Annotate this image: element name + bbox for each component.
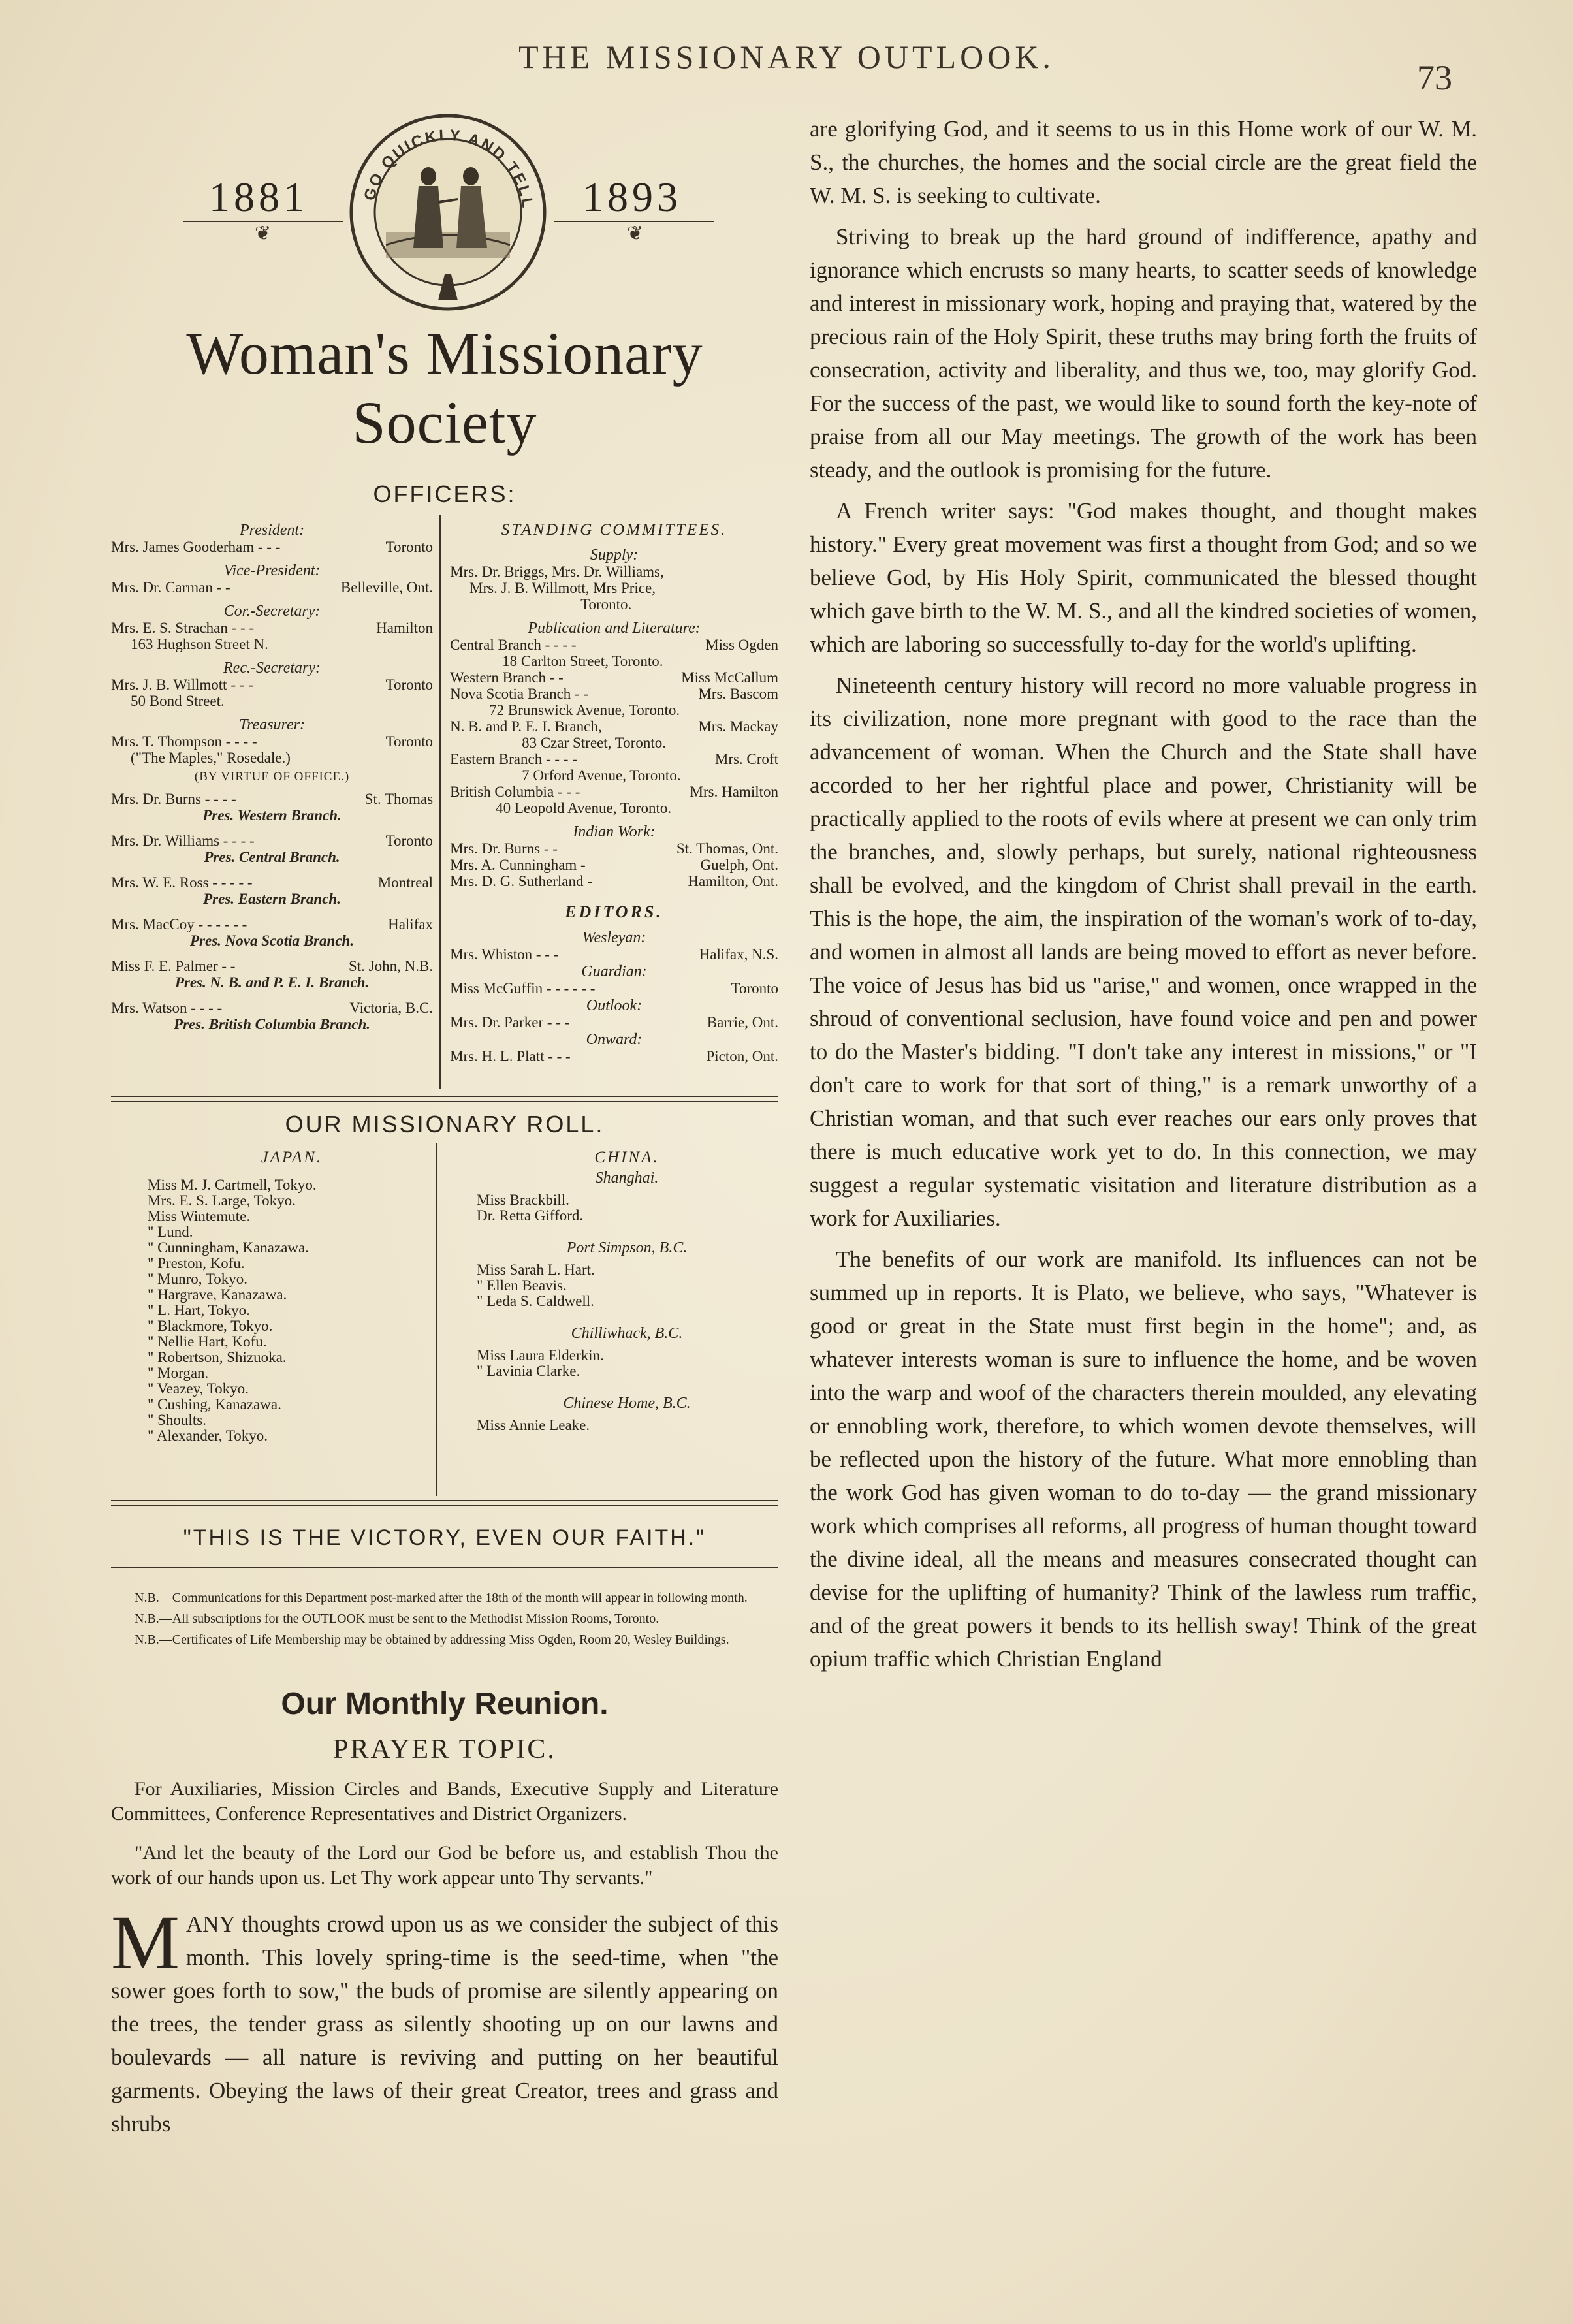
article-paragraph: The benefits of our work are manifold. Its influences can not be summed up in reports. It is Plato, we believe, who says, "Whatever is good or great in the State must first begin in the home"; and, as whatever interests woman is sure to influence the home, and be woven into the warp and woof of the characters therein moulded, any elevating or ennobling work, therefore, to which women devote themselves, will be reflected upon the history of the future. What more ennobling than the work God has given woman to do to-day — the grand missionary work which comprises all reforms, all progress of human thought toward the divine ideal, all the means and measures consecrated thought can devise for the uplifting of humanity? Think of the lawless rum traffic, and of the great powers it bends to its hellish sway! Think of the great opium traffic which Christian England [810, 1247, 1477, 1672]
role-label: Vice-President: [223, 562, 321, 579]
president-name: Mrs. Dr. Williams - - - - [111, 833, 255, 849]
roll-member: " Lund. [148, 1224, 193, 1240]
section-divider [111, 1096, 778, 1102]
article-text: ANY thoughts crowd upon us as we consider the subject of this month. This lovely spring-time is the seed-time, when "the sower goes forth to sow," the buds of promise are silently appearing on the trees, the tender grass as silently shooting up on our lawns and boulevards — all nature is reviving and putting on her beautiful garments. Obeying the laws of their great Creator, trees and grass and shrubs [111, 1911, 778, 2137]
article-paragraph: Striving to break up the hard ground of indifference, apathy and ignorance which encrusts so many hearts, to scatter seeds of knowledge and interest in missionary work, hoping and praying that, watered by the precious rain of the Holy Spirit, these truths may bring forth the fruits of consecration, activity and liberality, and thus we, too, may glorify God. For the success of the past, we would like to sound forth the key-note of praise from all our May meetings. The growth of the work has been steady, and the outlook is promising for the future. [810, 224, 1477, 483]
editor-place: Toronto [731, 980, 778, 996]
officers-table [111, 515, 778, 1089]
section-divider [111, 1567, 778, 1572]
member-address: 18 Carlton Street, Toronto. [502, 653, 663, 669]
note: N.B.—Communications for this Department post-marked after the 18th of the month will appear in following month. [135, 1591, 748, 1605]
year-left: 1881 [209, 174, 308, 220]
officers-left [111, 515, 441, 1089]
officer-entry [111, 733, 433, 750]
branch-name: Central Branch - - - - [450, 637, 577, 653]
committee-member: Miss Ogden [705, 637, 778, 653]
member-name: Mrs. Dr. Burns - - [450, 840, 558, 857]
roll-member: " Ellen Beavis. [477, 1277, 567, 1294]
roll-member: Miss Wintemute. [148, 1208, 251, 1224]
roll-member: " Leda S. Caldwell. [477, 1293, 594, 1309]
president-place: St. Thomas [364, 791, 434, 807]
roll-member: Miss Annie Leake. [477, 1417, 590, 1433]
roll-member: " Robertson, Shizuoka. [148, 1349, 287, 1365]
branch-presidents [111, 791, 433, 1032]
missionary-roll [111, 1143, 778, 1496]
officer-entry [111, 579, 433, 596]
section-divider [111, 1500, 778, 1506]
officers-right [441, 515, 778, 1089]
officer-entry [111, 620, 433, 636]
roll-member: " Preston, Kofu. [148, 1255, 245, 1271]
prayer-intro: For Auxiliaries, Mission Circles and Bands, Executive Supply and Literature Committees, Conference Representatives and District Organizers. [111, 1778, 778, 1824]
roll-member: " Cushing, Kanazawa. [148, 1396, 281, 1412]
member-name: Mrs. A. Cunningham - [450, 857, 586, 873]
roll-member: Miss M. J. Cartmell, Tokyo. [148, 1177, 317, 1193]
president-place: Montreal [377, 874, 434, 891]
roll-member: " Veazey, Tokyo. [148, 1380, 249, 1397]
president-entry [111, 1000, 433, 1016]
society-title [111, 319, 778, 457]
roll-member: " L. Hart, Tokyo. [148, 1302, 250, 1318]
role-label: President: [239, 522, 305, 539]
president-place: Victoria, B.C. [349, 1000, 434, 1016]
page-number: 73 [1417, 58, 1452, 97]
prayer-topic-heading: PRAYER TOPIC. [333, 1734, 556, 1764]
member-address: 83 Czar Street, Toronto. [522, 735, 666, 751]
note: N.B.—Certificates of Life Membership may be obtained by addressing Miss Ogden, Room 20, Wesley Buildings. [135, 1632, 729, 1647]
publication-entry [450, 784, 778, 800]
society-title-text: Woman's Missionary Society [186, 320, 703, 456]
editor-entry [450, 1048, 778, 1064]
article-paragraph: are glorifying God, and it seems to us in this Home work of our W. M. S., the churches, the homes and the social circle are the great field the W. M. S. is seeking to cultivate. [810, 116, 1477, 208]
indian-entry [450, 873, 778, 889]
roll-member: Miss Brackbill. [477, 1192, 569, 1208]
ornament-icon: ❦ [255, 223, 272, 244]
prayer-quote: "And let the beauty of the Lord our God be before us, and establish Thou the work of our hands upon us. Let Thy work appear unto Thy servants." [111, 1842, 778, 1888]
officer-address: 50 Bond Street. [131, 693, 225, 709]
president-entry [111, 833, 433, 849]
editor-name: Miss McGuffin - - - - - - [450, 980, 596, 996]
supply-text: Mrs. Dr. Briggs, Mrs. Dr. Williams, [450, 564, 664, 580]
president-place: Halifax [388, 916, 434, 932]
roll-member: " Shoults. [148, 1412, 206, 1428]
editors-heading: EDITORS. [565, 902, 663, 921]
committee-member: Mrs. Mackay [698, 718, 778, 735]
chilliwhack-heading: Chilliwhack, B.C. [571, 1325, 683, 1342]
president-branch: Pres. Nova Scotia Branch. [189, 932, 355, 949]
officer-name: Mrs. E. S. Strachan - - - [111, 620, 255, 636]
left-column [111, 111, 778, 2141]
shanghai-heading: Shanghai. [595, 1170, 659, 1186]
member-place: St. Thomas, Ont. [676, 840, 778, 857]
supply-line [450, 564, 778, 580]
committee-member: Mrs. Bascom [698, 686, 778, 702]
seal-motto: GO QUICKLY AND TELL [360, 126, 537, 211]
editor-place: Picton, Ont. [706, 1048, 778, 1064]
supply-line: Toronto. [580, 596, 632, 613]
year-right: 1893 [582, 174, 682, 220]
officer-place: Toronto [385, 539, 434, 555]
branch-name: Eastern Branch - - - - [450, 751, 577, 767]
president-entry [111, 958, 433, 974]
committee-member: Mrs. Hamilton [690, 784, 778, 800]
role-label: Publication and Literature: [528, 620, 701, 637]
president-name: Mrs. W. E. Ross - - - - - [111, 874, 253, 891]
role-label: Wesleyan: [582, 929, 646, 946]
china-heading: CHINA. [594, 1149, 659, 1166]
roll-member: " Lavinia Clarke. [477, 1363, 580, 1379]
committee-member: Mrs. Croft [714, 751, 778, 767]
editor-place: Halifax, N.S. [699, 946, 778, 963]
roll-member: " Cunningham, Kanazawa. [148, 1239, 309, 1256]
role-label: Onward: [586, 1031, 643, 1048]
officers-heading: OFFICERS: [373, 481, 516, 507]
indian-entry [450, 840, 778, 857]
role-label: Indian Work: [573, 823, 656, 840]
standing-committees-heading: STANDING COMMITTEES. [501, 521, 727, 539]
port-simpson-heading: Port Simpson, B.C. [566, 1239, 688, 1256]
member-place: Hamilton, Ont. [688, 873, 778, 889]
branch-name: N. B. and P. E. I. Branch, [450, 718, 602, 735]
roll-member: " Munro, Tokyo. [148, 1271, 248, 1287]
member-name: Mrs. D. G. Sutherland - [450, 873, 592, 889]
drop-cap: M [111, 1900, 180, 1985]
officer-place: Toronto [385, 677, 434, 693]
japan-heading: JAPAN. [261, 1149, 323, 1166]
president-name: Mrs. Dr. Burns - - - - [111, 791, 236, 807]
role-label: Rec.-Secretary: [223, 660, 321, 677]
article-paragraph: Nineteenth century history will record no more valuable progress in its civilization, none more pregnant with good to the race than the advancement of woman. When the Church and the State shall have accorded to her her rightful place and power, Christianity will be practically applied to the roots of evils where at present we can only trim the branches, and, slowly perhaps, but surely, national righteousness shall be evolved, and the kingdom of Christ shall prevail in the earth. This is the hope, the aim, the inspiration of the woman's work of to-day, and women in almost all lands are being moved to effort as never before. The voice of Jesus has bid us "arise," and women, once wrapped in the shroud of conventional seclusion, have found voice and pen and power to do the Master's bidding. "I don't take any interest in missions," or "I don't care to work for that sort of thing," is a remark unworthy of a Christian woman, and that such ever reaches our ears only proves that there is much educative work yet to do. In this connection, we may suggest a regular systematic visitation and literature distribution as a work for Auxiliaries. [810, 673, 1477, 1231]
officer-address: 163 Hughson Street N. [131, 636, 268, 652]
ornament-icon: ❦ [627, 223, 644, 244]
president-name: Mrs. Watson - - - - [111, 1000, 223, 1016]
editor-entry [450, 946, 778, 963]
role-label: Cor.-Secretary: [223, 603, 321, 620]
branch-name: Western Branch - - [450, 669, 564, 686]
roll-member: " Blackmore, Tokyo. [148, 1318, 273, 1334]
notes [111, 1591, 778, 1647]
reunion-title: Our Monthly Reunion. [281, 1687, 609, 1721]
supply-line: Mrs. J. B. Willmott, Mrs Price, [469, 580, 656, 596]
member-address: 40 Leopold Avenue, Toronto. [496, 800, 672, 816]
president-name: Miss F. E. Palmer - - [111, 958, 236, 974]
roll-member: " Nellie Hart, Kofu. [148, 1333, 267, 1350]
roll-member: Mrs. E. S. Large, Tokyo. [148, 1192, 296, 1209]
victory-motto: "THIS IS THE VICTORY, EVEN OUR FAITH." [183, 1525, 707, 1550]
president-branch: Pres. British Columbia Branch. [174, 1016, 371, 1032]
officer-address: ("The Maples," Rosedale.) [131, 750, 291, 766]
roll-member: " Alexander, Tokyo. [148, 1427, 268, 1444]
officer-place: Belleville, Ont. [340, 579, 434, 596]
society-seal-icon [347, 111, 549, 313]
officer-place: Toronto [385, 733, 434, 750]
running-head: THE MISSIONARY OUTLOOK. [518, 39, 1055, 75]
officer-entry [111, 677, 433, 693]
member-address: 7 Orford Avenue, Toronto. [522, 767, 681, 784]
president-entry [111, 916, 433, 932]
president-entry [111, 874, 433, 891]
publication-entry [450, 751, 778, 767]
article-paragraph: A French writer says: "God makes thought, and thought makes history." Every great movement was first a thought from God; and so we believe God, by His Holy Spirit, communicated the blessed thought which gave birth to the W. M. S., and all the kindred societies of women, which are laboring so successfully to-day for the world's uplifting. [810, 498, 1477, 657]
role-label: Treasurer: [239, 716, 305, 733]
roll-member: " Hargrave, Kanazawa. [148, 1286, 287, 1303]
president-branch: Pres. Central Branch. [204, 849, 340, 865]
roll-member: Dr. Retta Gifford. [477, 1207, 584, 1224]
member-place: Guelph, Ont. [700, 857, 778, 873]
editor-entry [450, 980, 778, 996]
roll-japan [111, 1143, 437, 1496]
publication-entry [450, 669, 778, 686]
president-name: Mrs. MacCoy - - - - - - [111, 916, 247, 932]
note: N.B.—All subscriptions for the OUTLOOK must be sent to the Methodist Mission Rooms, Toronto. [135, 1612, 659, 1626]
editor-entry [450, 1014, 778, 1030]
editor-name: Mrs. Dr. Parker - - - [450, 1014, 570, 1030]
role-label: Outlook: [586, 997, 643, 1014]
officer-name: Mrs. James Gooderham - - - [111, 539, 281, 555]
officer-entry [111, 539, 433, 555]
virtue-note: (BY VIRTUE OF OFFICE.) [194, 770, 350, 784]
committee-member: Miss McCallum [681, 669, 778, 686]
branch-name: British Columbia - - - [450, 784, 580, 800]
right-column [810, 112, 1477, 1683]
roll-member: Miss Laura Elderkin. [477, 1347, 604, 1363]
article-opening [111, 1900, 778, 2141]
roll-china [437, 1143, 777, 1496]
officer-place: Hamilton [376, 620, 434, 636]
officer-name: Mrs. Dr. Carman - - [111, 579, 230, 596]
officer-name: Mrs. T. Thompson - - - - [111, 733, 257, 750]
chinese-home-heading: Chinese Home, B.C. [563, 1395, 691, 1412]
president-entry [111, 791, 433, 807]
role-label: Guardian: [581, 963, 647, 980]
publication-entry [450, 686, 778, 702]
indian-entry [450, 857, 778, 873]
member-address: 72 Brunswick Avenue, Toronto. [489, 702, 680, 718]
publication-entry [450, 637, 778, 653]
masthead [111, 111, 778, 333]
roll-member: " Morgan. [148, 1365, 209, 1381]
branch-name: Nova Scotia Branch - - [450, 686, 589, 702]
roll-member: Miss Sarah L. Hart. [477, 1262, 595, 1278]
president-branch: Pres. Eastern Branch. [203, 891, 341, 907]
president-place: St. John, N.B. [348, 958, 434, 974]
editor-place: Barrie, Ont. [707, 1014, 778, 1030]
president-branch: Pres. N. B. and P. E. I. Branch. [174, 974, 370, 991]
president-place: Toronto [385, 833, 434, 849]
president-branch: Pres. Western Branch. [202, 807, 342, 823]
role-label: Supply: [590, 547, 639, 564]
publication-entry [450, 718, 778, 735]
officer-name: Mrs. J. B. Willmott - - - [111, 677, 253, 693]
roll-heading: OUR MISSIONARY ROLL. [285, 1111, 605, 1138]
editor-name: Mrs. H. L. Platt - - - [450, 1048, 571, 1064]
editor-name: Mrs. Whiston - - - [450, 946, 559, 963]
